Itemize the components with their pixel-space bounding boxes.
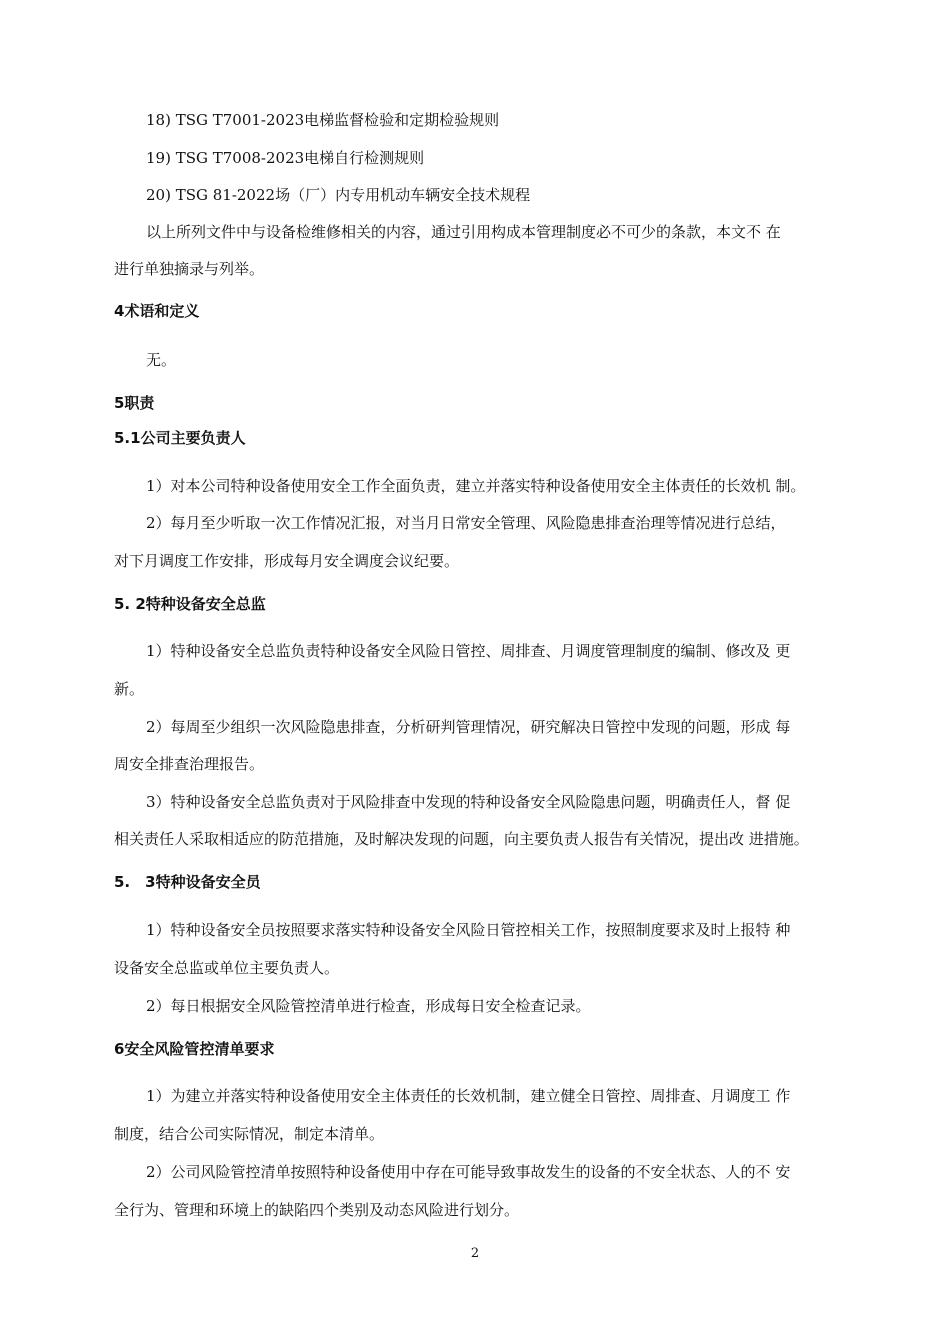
section-6-item1-line2: 制度，结合公司实际情况，制定本清单。 [114, 1125, 385, 1143]
reference-item-20: 20) TSG 81-2022场（厂）内专用机动车辆安全技术规程 [146, 186, 531, 204]
section-5-2-item3-line2: 相关责任人采取相适应的防范措施，及时解决发现的问题，向主要负责人报告有关情况，提出改 进措施。 [114, 830, 809, 848]
section-6-heading: 6安全风险管控清单要求 [114, 1040, 275, 1058]
section-5-1-item2-line2: 对下月调度工作安排，形成每月安全调度会议纪要。 [114, 552, 460, 570]
reference-item-18: 18) TSG T7001-2023电梯监督检验和定期检验规则 [146, 111, 500, 129]
section-5-3-item2: 2）每日根据安全风险管控清单进行检查，形成每日安全检查记录。 [146, 997, 591, 1015]
section-5-3-item1-line1: 1）特种设备安全员按照要求落实特种设备安全风险日管控相关工作，按照制度要求及时上报特 种 [146, 921, 791, 939]
section-5-3-heading: 5. 3特种设备安全员 [114, 873, 261, 891]
reference-note-line2: 进行单独摘录与列举。 [114, 260, 265, 278]
section-5-2-item2-line1: 2）每周至少组织一次风险隐患排查，分析研判管理情况，研究解决日管控中发现的问题，形成 每 [146, 718, 791, 736]
section-5-1-heading: 5.1公司主要负责人 [114, 429, 246, 447]
section-6-item1-line1: 1）为建立并落实特种设备使用安全主体责任的长效机制，建立健全日管控、周排查、月调度工 作 [146, 1087, 791, 1105]
page-number: 2 [470, 1246, 480, 1261]
section-5-2-item1-line2: 新。 [114, 680, 145, 698]
section-5-2-item3-line1: 3）特种设备安全总监负责对于风险排查中发现的特种设备安全风险隐患问题，明确责任人，督 促 [146, 793, 791, 811]
section-5-heading: 5职责 [114, 394, 155, 412]
section-5-1-item1: 1）对本公司特种设备使用安全工作全面负责，建立并落实特种设备使用安全主体责任的长效机 制。 [146, 477, 806, 495]
section-6-item2-line1: 2）公司风险管控清单按照特种设备使用中存在可能导致事故发生的设备的不安全状态、人的不 安 [146, 1163, 791, 1181]
section-5-3-item1-line2: 设备安全总监或单位主要负责人。 [114, 959, 340, 977]
section-6-item2-line2: 全行为、管理和环境上的缺陷四个类别及动态风险进行划分。 [114, 1201, 520, 1219]
reference-note-line1: 以上所列文件中与设备检维修相关的内容，通过引用构成本管理制度必不可少的条款，本文不 在 [146, 223, 781, 241]
section-5-1-item2-line1: 2）每月至少听取一次工作情况汇报，对当月日常安全管理、风险隐患排查治理等情况进行总结， [146, 514, 786, 532]
section-5-2-item1-line1: 1）特种设备安全总监负责特种设备安全风险日管控、周排查、月调度管理制度的编制、修改及 更 [146, 642, 791, 660]
section-4-text: 无。 [146, 351, 177, 369]
section-5-2-heading: 5. 2特种设备安全总监 [114, 595, 266, 613]
reference-item-19: 19) TSG T7008-2023电梯自行检测规则 [146, 149, 425, 167]
section-5-2-item2-line2: 周安全排查治理报告。 [114, 755, 265, 773]
section-4-heading: 4术语和定义 [114, 302, 200, 320]
